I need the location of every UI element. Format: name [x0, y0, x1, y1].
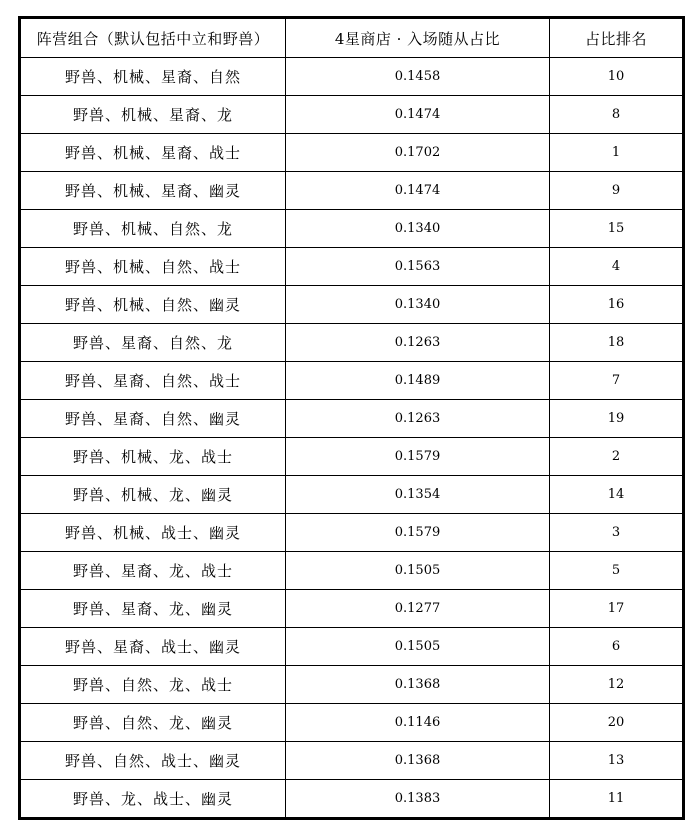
table-row — [20, 438, 684, 476]
combo-cell: 野兽、机械、自然、战士 — [20, 248, 286, 286]
ratio-cell: 0.1474 — [286, 96, 550, 134]
ratio-cell: 0.1340 — [286, 286, 550, 324]
table-row — [20, 628, 684, 666]
table-row — [20, 780, 684, 819]
rank-cell: 6 — [550, 628, 684, 666]
rank-cell: 16 — [550, 286, 684, 324]
table-row — [20, 476, 684, 514]
combo-cell: 野兽、星裔、龙、幽灵 — [20, 590, 286, 628]
rank-cell: 20 — [550, 704, 684, 742]
combo-cell: 野兽、机械、龙、幽灵 — [20, 476, 286, 514]
rank-cell: 13 — [550, 742, 684, 780]
table-row — [20, 742, 684, 780]
rank-cell: 18 — [550, 324, 684, 362]
table-row — [20, 666, 684, 704]
rank-cell: 15 — [550, 210, 684, 248]
rank-cell: 3 — [550, 514, 684, 552]
ratio-cell: 0.1563 — [286, 248, 550, 286]
table-row — [20, 400, 684, 438]
combo-cell: 野兽、自然、战士、幽灵 — [20, 742, 286, 780]
rank-cell: 12 — [550, 666, 684, 704]
rank-cell: 19 — [550, 400, 684, 438]
ratio-cell: 0.1383 — [286, 780, 550, 819]
table-row — [20, 704, 684, 742]
rank-cell: 9 — [550, 172, 684, 210]
combo-cell: 野兽、机械、龙、战士 — [20, 438, 286, 476]
combo-cell: 野兽、机械、星裔、战士 — [20, 134, 286, 172]
table-body — [20, 58, 684, 819]
combo-cell: 野兽、龙、战士、幽灵 — [20, 780, 286, 819]
combo-cell: 野兽、自然、龙、幽灵 — [20, 704, 286, 742]
table-row — [20, 58, 684, 96]
header-ratio: 4星商店 · 入场随从占比 — [286, 18, 550, 58]
table-row — [20, 172, 684, 210]
table-row — [20, 324, 684, 362]
table-row — [20, 552, 684, 590]
ratio-cell: 0.1489 — [286, 362, 550, 400]
faction-ratio-table — [18, 16, 685, 820]
combo-cell: 野兽、星裔、自然、战士 — [20, 362, 286, 400]
combo-cell: 野兽、自然、龙、战士 — [20, 666, 286, 704]
ratio-cell: 0.1354 — [286, 476, 550, 514]
table-row — [20, 248, 684, 286]
ratio-cell: 0.1146 — [286, 704, 550, 742]
rank-cell: 8 — [550, 96, 684, 134]
table-row — [20, 210, 684, 248]
header-rank: 占比排名 — [550, 18, 684, 58]
table-row — [20, 590, 684, 628]
ratio-cell: 0.1263 — [286, 324, 550, 362]
ratio-cell: 0.1263 — [286, 400, 550, 438]
table-row — [20, 134, 684, 172]
rank-cell: 1 — [550, 134, 684, 172]
ratio-cell: 0.1505 — [286, 628, 550, 666]
combo-cell: 野兽、星裔、自然、龙 — [20, 324, 286, 362]
combo-cell: 野兽、机械、战士、幽灵 — [20, 514, 286, 552]
ratio-cell: 0.1505 — [286, 552, 550, 590]
table-row — [20, 514, 684, 552]
table-header-row — [20, 18, 684, 58]
rank-cell: 7 — [550, 362, 684, 400]
combo-cell: 野兽、机械、自然、幽灵 — [20, 286, 286, 324]
combo-cell: 野兽、机械、星裔、幽灵 — [20, 172, 286, 210]
ratio-cell: 0.1702 — [286, 134, 550, 172]
rank-cell: 11 — [550, 780, 684, 819]
combo-cell: 野兽、机械、星裔、龙 — [20, 96, 286, 134]
ratio-cell: 0.1474 — [286, 172, 550, 210]
ratio-cell: 0.1458 — [286, 58, 550, 96]
combo-cell: 野兽、机械、自然、龙 — [20, 210, 286, 248]
combo-cell: 野兽、星裔、自然、幽灵 — [20, 400, 286, 438]
combo-cell: 野兽、星裔、龙、战士 — [20, 552, 286, 590]
table-row — [20, 96, 684, 134]
ratio-cell: 0.1340 — [286, 210, 550, 248]
rank-cell: 17 — [550, 590, 684, 628]
ratio-cell: 0.1368 — [286, 666, 550, 704]
rank-cell: 4 — [550, 248, 684, 286]
ratio-cell: 0.1579 — [286, 438, 550, 476]
combo-cell: 野兽、星裔、战士、幽灵 — [20, 628, 286, 666]
table-row — [20, 362, 684, 400]
rank-cell: 10 — [550, 58, 684, 96]
header-faction-combo: 阵营组合（默认包括中立和野兽） — [20, 18, 286, 58]
combo-cell: 野兽、机械、星裔、自然 — [20, 58, 286, 96]
ratio-cell: 0.1277 — [286, 590, 550, 628]
rank-cell: 14 — [550, 476, 684, 514]
rank-cell: 2 — [550, 438, 684, 476]
rank-cell: 5 — [550, 552, 684, 590]
table-row — [20, 286, 684, 324]
ratio-cell: 0.1579 — [286, 514, 550, 552]
ratio-cell: 0.1368 — [286, 742, 550, 780]
